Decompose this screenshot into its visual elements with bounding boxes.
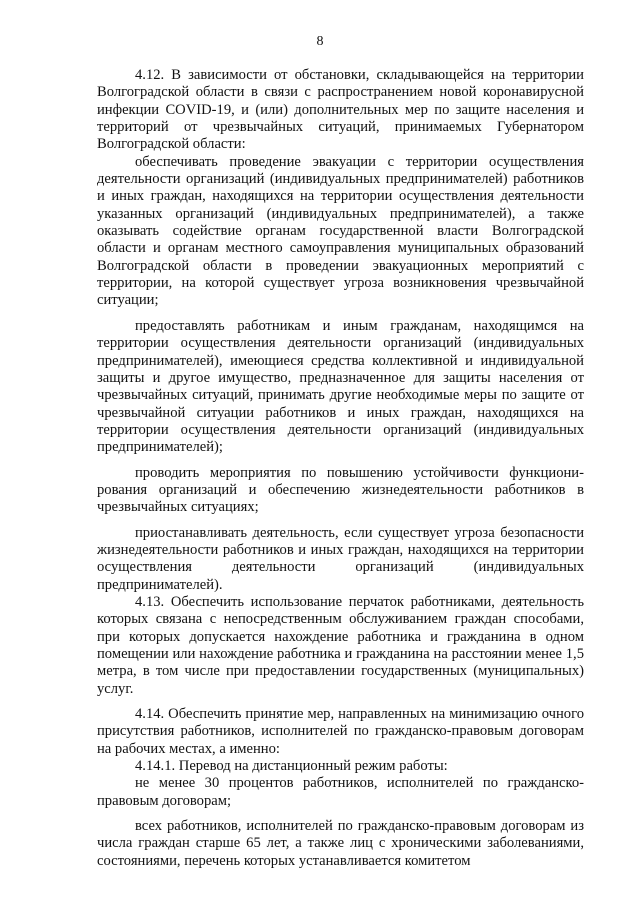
page-number: 8 xyxy=(316,34,324,49)
paragraph-4-14-1: 4.14.1. Перевод на дистанционный режим работы: xyxy=(135,758,448,775)
paragraph-over-65: всех работников, исполнителей по гражданско-правовым договорам из числа граждан старше 65 лет, а также лиц с хроническими заболеваниями, состояниями, перечень которых устанавливается комитетом xyxy=(97,818,584,869)
paragraph-4-14: 4.14. Обеспечить принятие мер, направленных на минимизацию очного присутствия работников, исполнителей по гражданско-правовым договорам на рабочих местах, а именно: xyxy=(97,706,584,757)
paragraph-4-13: 4.13. Обеспечить использование перчаток работниками, деятельность которых связана с непосредственным обслуживанием граждан способами, при которых допускается нахождение работника и гражданина в одном помещении или нахождение работника и гражданина на расстоянии менее 1,5 метра, в том числе при предоставлении государственных (муниципальных) услуг. xyxy=(97,593,584,697)
document-body xyxy=(97,67,584,870)
paragraph-protection-means: предоставлять работникам и иным гражданам, находящимся на территории осуществления деятельности организаций (индивидуальных предпринимателей), имеющиеся средства коллективной и индивидуальной защиты и другое имущество, предназначенное для защиты населения от чрезвычайных ситуаций, принимать другие необходимые меры по защите от чрезвычайной ситуации работников и иных граждан, находящихся на территории осуществления деятельности организаций (индивидуальных предпринимателей); xyxy=(97,317,584,456)
paragraph-evacuation: обеспечивать проведение эвакуации с территории осуществления деятельности организаций (индивидуальных предпринимателей) работников и иных граждан, находящихся на территории осуществления деятельности указанных организаций (индивидуальных предпринимателей), а также оказывать содействие органам государственной власти Волгоградской области и органам местного самоуправления муниципальных образований Волгоградской области в проведении эвакуационных мероприятий с территории, на которой существует угроза возникновения чрезвычайной ситуации; xyxy=(97,153,584,309)
paragraph-stability-measures: проводить мероприятия по повышению устойчивости функционирования организаций и обеспечению жизнедеятельности работников в чрезвычайных ситуациях; xyxy=(97,464,584,516)
paragraph-suspend-activity: приостанавливать деятельность, если существует угроза безопасности жизнедеятельности работников и иных граждан, находящихся на территории осуществления деятельности организаций (индивидуальных предпринимателей). xyxy=(97,524,584,593)
paragraph-30-percent: не менее 30 процентов работников, исполнителей по гражданско-правовым договорам; xyxy=(97,775,584,809)
paragraph-4-12: 4.12. В зависимости от обстановки, складывающейся на территории Волгоградской области в связи с распространением новой коронавирусной инфекции COVID-19, и (или) дополнительных мер по защите населения и территорий от чрезвычайных ситуаций, принимаемых Губернатором Волгоградской области: xyxy=(97,67,584,153)
